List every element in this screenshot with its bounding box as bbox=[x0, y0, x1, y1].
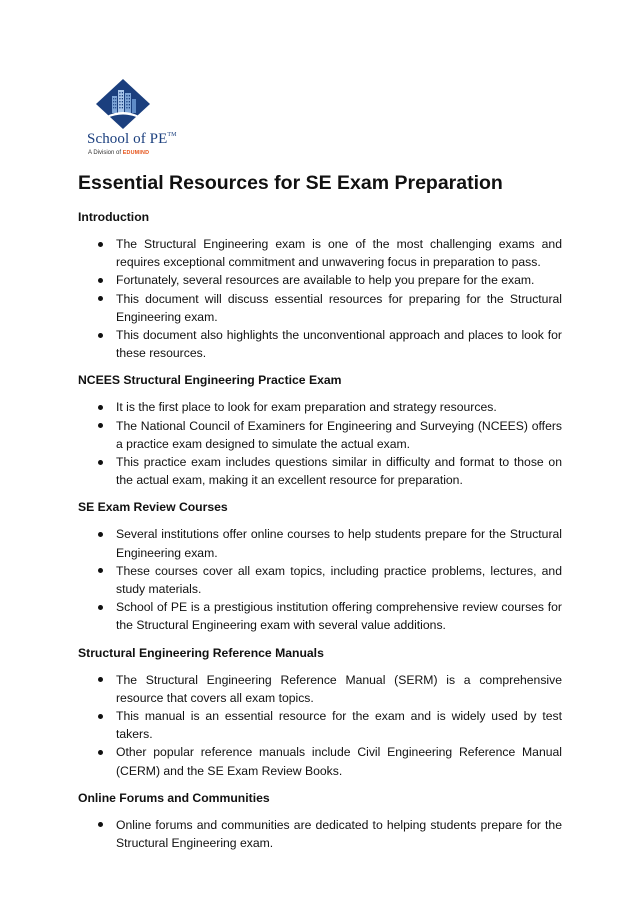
logo-name: School of PE™ bbox=[87, 131, 177, 147]
bullet-list bbox=[78, 816, 562, 852]
section-heading: Structural Engineering Reference Manuals bbox=[78, 645, 324, 660]
section-heading: SE Exam Review Courses bbox=[78, 500, 228, 515]
building-logo-icon bbox=[95, 78, 151, 130]
list-item: School of PE is a prestigious institution offering comprehensive review courses for the Structural Engineering exam with several value additions. bbox=[78, 598, 562, 634]
list-item: Online forums and communities are dedicated to helping students prepare for the Structural Engineering exam. bbox=[78, 816, 562, 852]
page-title: Essential Resources for SE Exam Preparation bbox=[78, 172, 503, 194]
bullet-list bbox=[78, 671, 562, 780]
bullet-list bbox=[78, 525, 562, 634]
list-item: The National Council of Examiners for Engineering and Surveying (NCEES) offers a practice exam designed to simulate the actual exam. bbox=[78, 417, 562, 453]
list-item: Several institutions offer online courses to help students prepare for the Structural Engineering exam. bbox=[78, 525, 562, 561]
list-item: The Structural Engineering Reference Manual (SERM) is a comprehensive resource that covers all exam topics. bbox=[78, 671, 562, 707]
section-heading: Online Forums and Communities bbox=[78, 790, 270, 805]
list-item: These courses cover all exam topics, including practice problems, lectures, and study materials. bbox=[78, 562, 562, 598]
bullet-list bbox=[78, 235, 562, 362]
bullet-list bbox=[78, 398, 562, 489]
sections-container bbox=[78, 209, 562, 852]
list-item: The Structural Engineering exam is one of the most challenging exams and requires exceptional commitment and unwavering focus in preparation to pass. bbox=[78, 235, 562, 271]
list-item: Other popular reference manuals include Civil Engineering Reference Manual (CERM) and the SE Exam Review Books. bbox=[78, 743, 562, 779]
list-item: Fortunately, several resources are available to help you prepare for the exam. bbox=[78, 271, 562, 289]
section-heading: NCEES Structural Engineering Practice Exam bbox=[78, 373, 342, 388]
list-item: This manual is an essential resource for the exam and is widely used by test takers. bbox=[78, 707, 562, 743]
list-item: This document will discuss essential resources for preparing for the Structural Engineering exam. bbox=[78, 290, 562, 326]
list-item: It is the first place to look for exam preparation and strategy resources. bbox=[78, 398, 562, 416]
list-item: This practice exam includes questions similar in difficulty and format to those on the actual exam, making it an excellent resource for preparation. bbox=[78, 453, 562, 489]
section-heading: Introduction bbox=[78, 210, 150, 224]
document-content bbox=[78, 170, 562, 862]
logo-division-line: A Division of EDUMIND bbox=[88, 150, 150, 156]
list-item: This document also highlights the unconventional approach and places to look for these resources. bbox=[78, 326, 562, 362]
school-of-pe-logo bbox=[82, 78, 182, 160]
